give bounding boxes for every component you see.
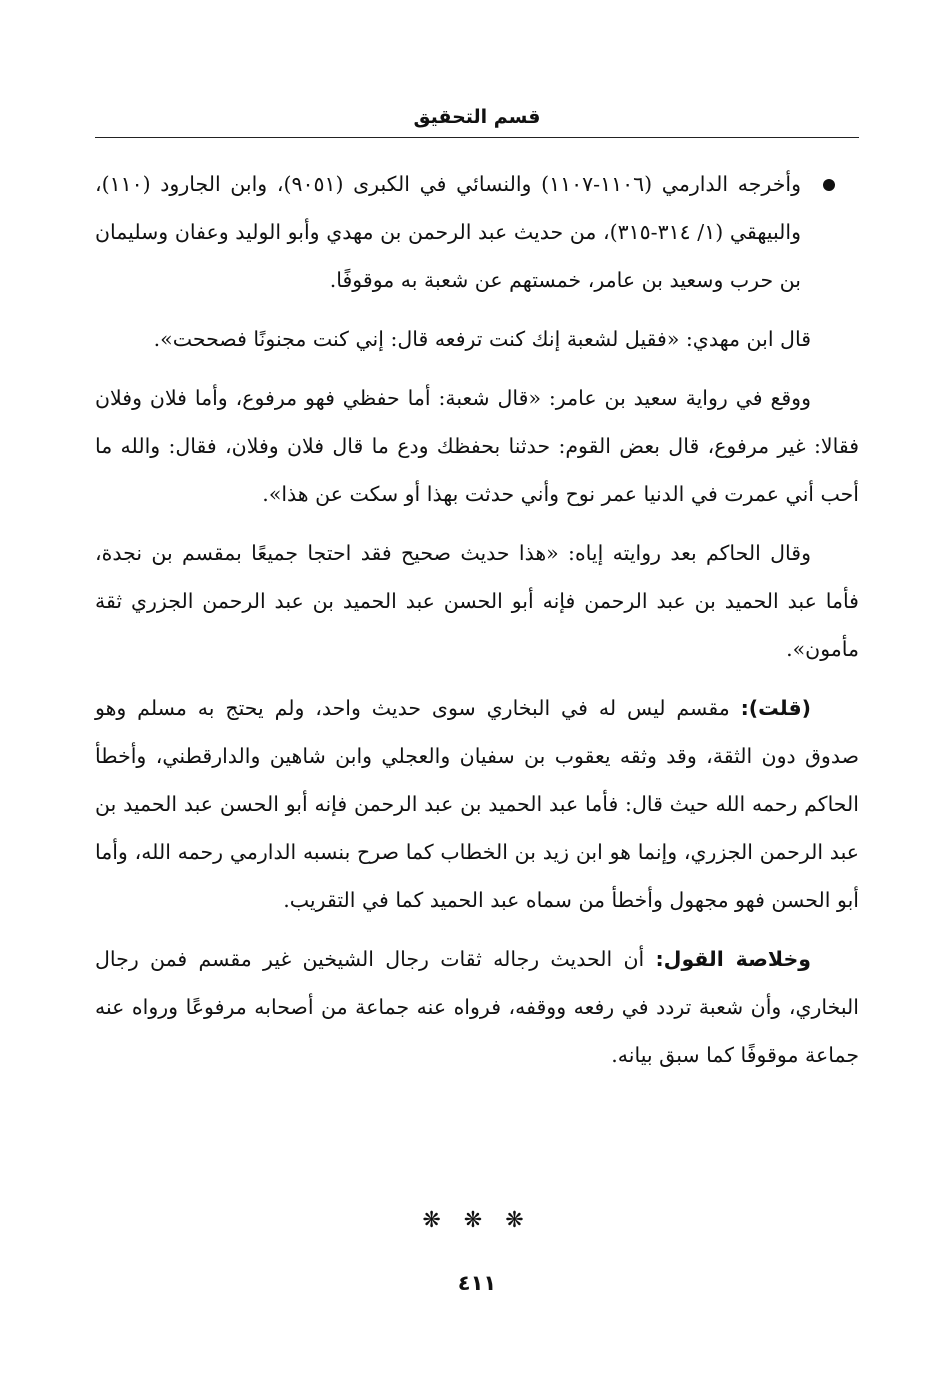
paragraph-takhrij: وأخرجه الدارمي (١١٠٦-١١٠٧) والنسائي في الكبرى (٩٠٥١)، وابن الجارود (١١٠)، والبيهقي (١/ ٣١٤-٣١٥)، من حديث عبد الرحمن بن مهدي وأبو الوليد وعفان وسليمان بن حرب وسعيد بن عامر، خمستهم عن شعبة به موقوفًا. xyxy=(95,172,802,292)
section-separator: ❋ ❋ ❋ xyxy=(422,1208,532,1233)
paragraph-said-ibn-amir: ووقع في رواية سعيد بن عامر: «قال شعبة: أما حفظي فهو مرفوع، وأما فلان وفلان فقالا: غير مرفوع، قال بعض القوم: حدثنا بحفظك ودع ما قال فلان وفلان، فقال: والله ما أحب أني عمرت في الدنيا عمر نوح وأني حدثت بهذا أو سكت عن هذا». xyxy=(95,386,859,506)
paragraph-ibn-mahdi: قال ابن مهدي: «فقيل لشعبة إنك كنت ترفعه قال: إني كنت مجنونًا فصححت». xyxy=(153,327,811,351)
bullet-icon xyxy=(823,179,835,191)
qultu-term: (قلت): xyxy=(740,696,811,720)
paragraph-conclusion xyxy=(95,935,859,1079)
running-header-title: قسم التحقيق xyxy=(413,106,541,128)
page-number: ٤١١ xyxy=(457,1271,497,1295)
conclusion-term: وخلاصة القول: xyxy=(655,947,811,971)
page-body xyxy=(95,160,859,1090)
bullet-paragraph xyxy=(95,160,859,304)
paragraph-qultu xyxy=(95,684,859,924)
qultu-text: مقسم ليس له في البخاري سوى حديث واحد، ولم يحتج به مسلم وهو صدوق دون الثقة، وقد وثقه يعقوب بن سفيان والعجلي وابن شاهين والدارقطني، وأخطأ الحاكم رحمه الله حيث قال: فأما عبد الحميد بن عبد الرحمن فإنه أبو الحسن عبد الحميد بن عبد الرحمن الجزري، وإنما هو ابن زيد بن الخطاب كما صرح بنسبه الدارمي رحمه الله، وأما أبو الحسن فهو مجهول وأخطأ من سماه عبد الحميد كما في التقريب. xyxy=(95,696,859,912)
header-rule xyxy=(95,137,859,138)
conclusion-text: أن الحديث رجاله ثقات رجال الشيخين غير مقسم فمن رجال البخاري، وأن شعبة تردد في رفعه ووقفه، فرواه عنه جماعة من أصحابه مرفوعًا ورواه عنه جماعة موقوفًا كما سبق بيانه. xyxy=(95,947,859,1067)
paragraph-hakim: وقال الحاكم بعد روايته إياه: «هذا حديث صحيح فقد احتجا جميعًا بمقسم بن نجدة، فأما عبد الحميد بن عبد الرحمن فإنه أبو الحسن عبد الحميد بن عبد الرحمن الجزري ثقة مأمون». xyxy=(95,541,859,661)
